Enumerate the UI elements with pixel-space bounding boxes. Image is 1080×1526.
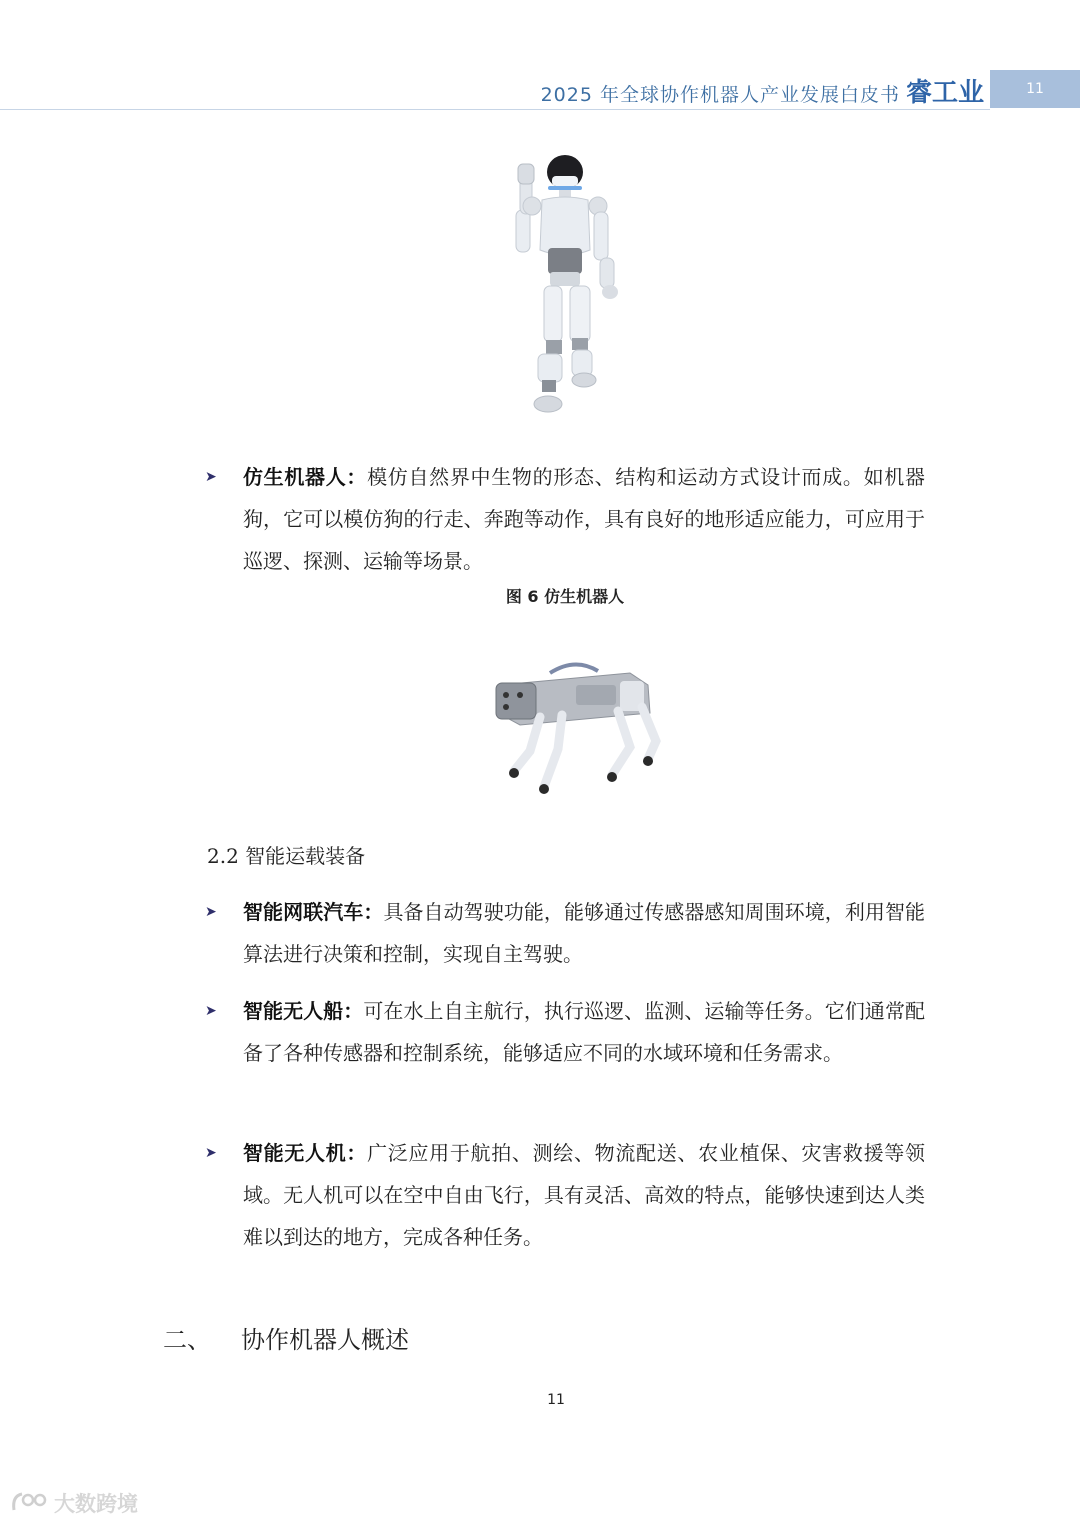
figure-caption: 图 6 仿生机器人 xyxy=(505,587,625,606)
list-item-body: 具备自动驾驶功能，能够通过传感器感知周围环境，利用智能算法进行决策和控制，实现自主驾驶。 xyxy=(243,900,926,966)
humanoid-robot-image xyxy=(490,150,640,420)
subsection-heading: 2.2 智能运载装备 xyxy=(207,844,366,868)
list-item-text xyxy=(243,1132,925,1258)
watermark-text: 大数跨境 xyxy=(54,1492,138,1516)
list-item xyxy=(205,990,925,1074)
robot-dog-image xyxy=(480,655,670,805)
list-item xyxy=(205,1132,925,1258)
section-number: 二、 xyxy=(163,1326,211,1354)
list-item-text xyxy=(243,456,925,582)
arrow-bullet-icon: ➤ xyxy=(205,904,217,920)
section-title: 协作机器人概述 xyxy=(241,1326,409,1354)
header-title: 2025 年全球协作机器人产业发展白皮书 xyxy=(540,84,900,106)
watermark-logo-icon xyxy=(10,1490,50,1516)
list-item-body: 可在水上自主航行，执行巡逻、监测、运输等任务。它们通常配备了各种传感器和控制系统，能够适应不同的水域环境和任务需求。 xyxy=(243,999,926,1065)
list-item-body: 广泛应用于航拍、测绘、物流配送、农业植保、灾害救援等领域。无人机可以在空中自由飞行，具有灵活、高效的特点，能够快速到达人类难以到达的地方，完成各种任务。 xyxy=(243,1141,925,1249)
list-item-term: 智能无人船： xyxy=(243,999,364,1023)
list-item-term: 仿生机器人： xyxy=(243,465,368,489)
page-header xyxy=(0,70,1080,110)
section-heading xyxy=(163,1320,409,1355)
list-item-text xyxy=(243,891,925,975)
arrow-bullet-icon: ➤ xyxy=(205,1003,217,1019)
list-item xyxy=(205,891,925,975)
watermark xyxy=(10,1488,138,1518)
list-item-text xyxy=(243,990,925,1074)
list-item-term: 智能网联汽车： xyxy=(243,900,384,924)
list-item xyxy=(205,456,925,582)
arrow-bullet-icon: ➤ xyxy=(205,469,217,485)
footer-page-number: 11 xyxy=(547,1392,565,1408)
header-page-number: 11 xyxy=(990,70,1080,108)
header-brand-logo: 睿工业 xyxy=(906,78,985,108)
list-item-body: 模仿自然界中生物的形态、结构和运动方式设计而成。如机器狗，它可以模仿狗的行走、奔跑等动作，具有良好的地形适应能力，可应用于巡逻、探测、运输等场景。 xyxy=(243,465,925,573)
list-item-term: 智能无人机： xyxy=(243,1141,368,1165)
arrow-bullet-icon: ➤ xyxy=(205,1145,217,1161)
header-rule xyxy=(0,109,990,110)
